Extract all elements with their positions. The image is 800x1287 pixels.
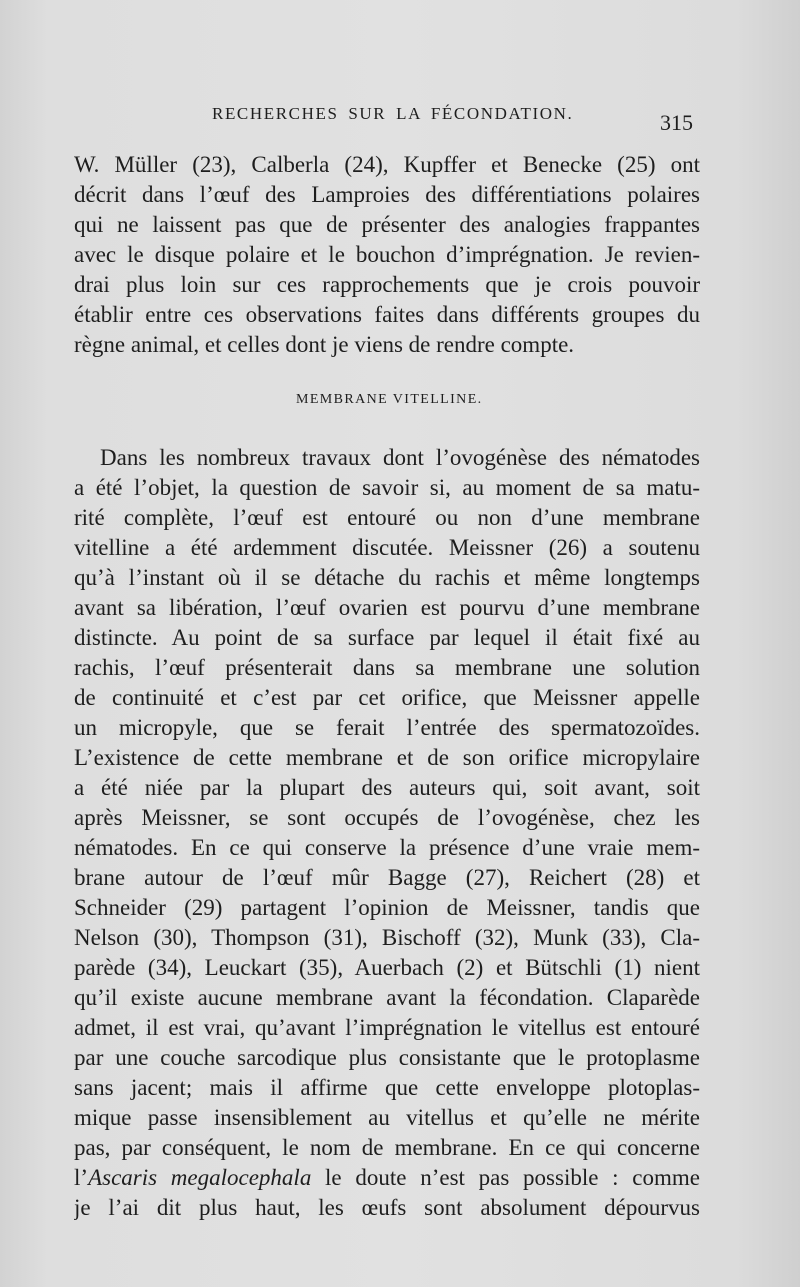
text-line: un micropyle, que se ferait l’entrée des spermatozoïdes. bbox=[74, 715, 700, 740]
text-line: mique passe insensiblement au vitellus et qu’elle ne mérite bbox=[74, 1105, 700, 1130]
text-line: après Meissner, se sont occupés de l’ovogénèse, chez les bbox=[74, 805, 700, 830]
text-line: Schneider (29) partagent l’opinion de Meissner, tandis que bbox=[74, 895, 700, 920]
text-line: établir entre ces observations faites dans différents groupes du bbox=[74, 302, 700, 327]
text-line: a été l’objet, la question de savoir si, au moment de sa matu- bbox=[74, 475, 700, 500]
text-line: L’existence de cette membrane et de son orifice micropylaire bbox=[74, 745, 700, 770]
section-heading: MEMBRANE VITELLINE. bbox=[296, 392, 483, 407]
text-line: admet, il est vrai, qu’avant l’imprégnation le vitellus est entouré bbox=[74, 1015, 700, 1040]
text-line: je l’ai dit plus haut, les œufs sont absolument dépourvus bbox=[74, 1195, 700, 1220]
text-line: nématodes. En ce qui conserve la présence d’une vraie mem- bbox=[74, 835, 700, 860]
text-line: drai plus loin sur ces rapprochements que je crois pouvoir bbox=[74, 272, 700, 297]
text-line: sans jacent; mais il affirme que cette enveloppe plotoplas- bbox=[74, 1075, 700, 1100]
text-line: brane autour de l’œuf mûr Bagge (27), Reichert (28) et bbox=[74, 865, 700, 890]
text-line: avec le disque polaire et le bouchon d’imprégnation. Je revien- bbox=[74, 242, 700, 267]
page-number: 315 bbox=[660, 110, 693, 135]
text-line: Dans les nombreux travaux dont l’ovogénèse des nématodes bbox=[100, 445, 700, 470]
text-line: vitelline a été ardemment discutée. Meissner (26) a soutenu bbox=[74, 535, 700, 560]
text-line: décrit dans l’œuf des Lamproies des différentiations polaires bbox=[74, 182, 700, 207]
paragraph-polar-differentiations bbox=[74, 150, 700, 360]
text-line: de continuité et c’est par cet orifice, que Meissner appelle bbox=[74, 685, 700, 710]
text-line: rachis, l’œuf présenterait dans sa membrane une solution bbox=[74, 655, 700, 680]
text-line: avant sa libération, l’œuf ovarien est pourvu d’une membrane bbox=[74, 595, 700, 620]
text-line: parède (34), Leuckart (35), Auerbach (2) et Bütschli (1) nient bbox=[74, 955, 700, 980]
text-line: rité complète, l’œuf est entouré ou non d’une membrane bbox=[74, 505, 700, 530]
text-line: qu’à l’instant où il se détache du rachis et même longtemps bbox=[74, 565, 700, 590]
text-line: règne animal, et celles dont je viens de rendre compte. bbox=[74, 332, 575, 357]
text-line-italic bbox=[74, 1163, 700, 1193]
text-fragment: le doute n’est pas possible : comme bbox=[311, 1165, 700, 1190]
text-line: W. Müller (23), Calberla (24), Kupffer et Benecke (25) ont bbox=[74, 152, 700, 177]
species-name: Ascaris megalocephala bbox=[88, 1165, 312, 1190]
text-line: qu’il existe aucune membrane avant la fécondation. Claparède bbox=[74, 985, 700, 1010]
paragraph-vitelline-membrane bbox=[74, 443, 700, 1223]
text-line: qui ne laissent pas que de présenter des analogies frappantes bbox=[74, 212, 700, 237]
text-line: par une couche sarcodique plus consistante que le protoplasme bbox=[74, 1045, 700, 1070]
text-fragment: l’ bbox=[74, 1165, 89, 1190]
text-line: pas, par conséquent, le nom de membrane. En ce qui concerne bbox=[74, 1135, 700, 1160]
text-line: Nelson (30), Thompson (31), Bischoff (32), Munk (33), Cla- bbox=[74, 925, 700, 950]
text-line: a été niée par la plupart des auteurs qui, soit avant, soit bbox=[74, 775, 700, 800]
running-title: RECHERCHES SUR LA FÉCONDATION. bbox=[212, 104, 574, 123]
text-line: distincte. Au point de sa surface par lequel il était fixé au bbox=[74, 625, 700, 650]
